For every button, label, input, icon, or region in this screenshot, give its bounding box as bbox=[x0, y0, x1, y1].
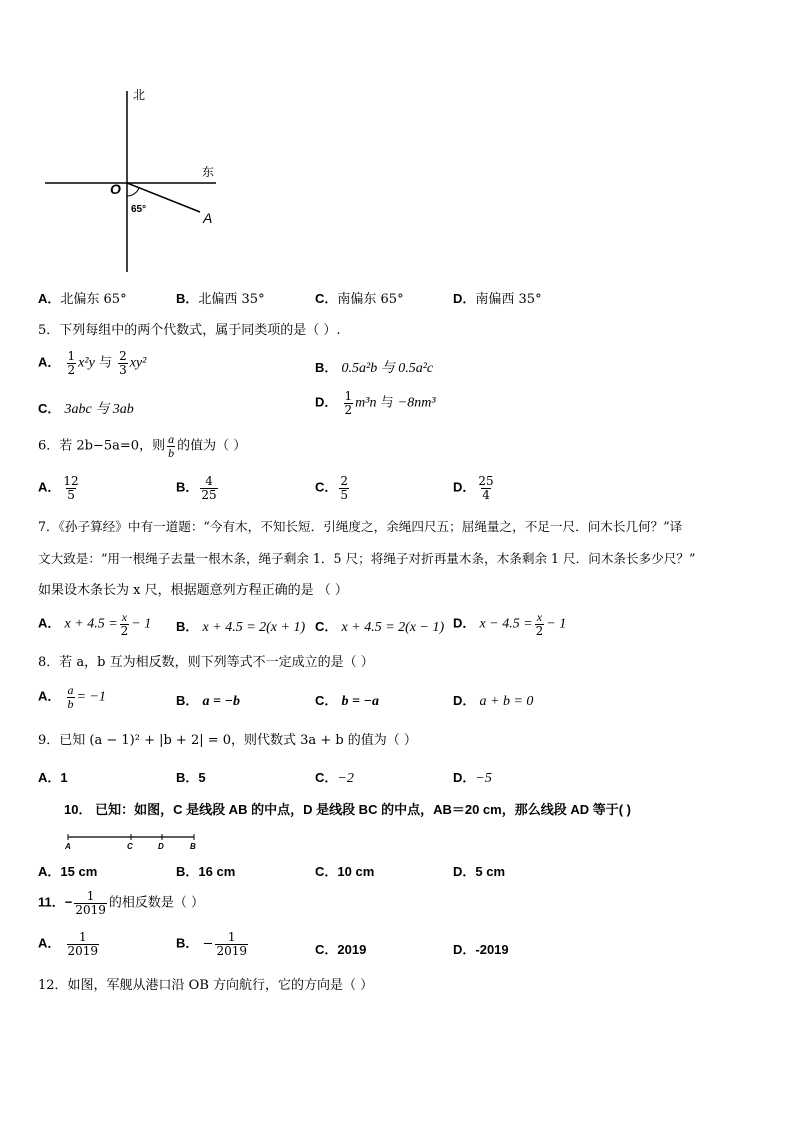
option-text: x + 4.5 = 2(x − 1) bbox=[341, 620, 445, 635]
q8-option-a[interactable]: A． $\frac{a}{b}$ = −1 bbox=[38, 683, 106, 711]
term: xy² bbox=[129, 355, 147, 371]
fraction: $\frac{1}{2019}$ bbox=[75, 889, 106, 917]
option-text: 0.5a²b 与 0.5a²c bbox=[341, 361, 434, 376]
q8-stem: 8．若 a，b 互为相反数，则下列等式不一定成立的是（ ） bbox=[38, 655, 374, 670]
option-text: 16 cm bbox=[198, 864, 236, 879]
q10-option-b[interactable] bbox=[176, 865, 235, 878]
option-label: D． bbox=[453, 693, 476, 708]
option-label: C． bbox=[315, 770, 338, 785]
q7-line3: 如果设木条长为 x 尺，根据题意列方程正确的是 （ ） bbox=[38, 583, 348, 598]
option-label: D． bbox=[453, 479, 476, 495]
option-label: B． bbox=[176, 935, 199, 951]
option-label: D． bbox=[453, 942, 476, 957]
term: −8nm³ bbox=[397, 395, 436, 411]
fraction: $\frac{1}{2019}$ bbox=[216, 930, 247, 958]
option-label: A． bbox=[38, 291, 61, 306]
q6-option-a[interactable] bbox=[38, 475, 82, 501]
option-text: 1 bbox=[60, 770, 68, 785]
option-label: D． bbox=[315, 394, 338, 410]
q8-option-b[interactable] bbox=[176, 694, 240, 709]
q4-option-b[interactable] bbox=[176, 292, 265, 306]
q10-option-d[interactable] bbox=[453, 865, 505, 878]
q11-option-d[interactable] bbox=[453, 943, 509, 956]
q5-option-b[interactable] bbox=[315, 361, 433, 376]
option-text: -2019 bbox=[475, 942, 509, 957]
option-label: B． bbox=[176, 619, 199, 634]
q5-option-a[interactable] bbox=[38, 350, 146, 376]
option-text: 北偏西 35° bbox=[198, 292, 265, 307]
option-label: B． bbox=[176, 864, 199, 879]
option-label: C． bbox=[315, 693, 338, 708]
option-text: 南偏西 35° bbox=[475, 292, 542, 307]
q10-option-c[interactable] bbox=[315, 865, 374, 878]
term: m³n bbox=[355, 395, 377, 411]
q6-option-d[interactable] bbox=[453, 475, 497, 501]
q11-option-a[interactable] bbox=[38, 931, 101, 957]
point-a: A bbox=[65, 842, 71, 851]
fraction: $\frac{1}{2019}$ bbox=[67, 930, 99, 958]
option-label: A． bbox=[38, 935, 61, 951]
east-label: 东 bbox=[202, 165, 215, 179]
option-text: 10 cm bbox=[337, 864, 375, 879]
q7-line2: 文大致是：“用一根绳子去量一根木条，绳子剩余 1．5 尺；将绳子对折再量木条，木条剩余 1 尺．问木条长多少尺？” bbox=[38, 551, 696, 566]
option-text: 15 cm bbox=[60, 864, 98, 879]
yu-text: 与 bbox=[380, 395, 394, 411]
compass-figure bbox=[40, 86, 230, 276]
q9-option-a[interactable] bbox=[38, 771, 68, 785]
fraction: $\frac{4}{25}$ bbox=[201, 474, 217, 502]
q12-stem: 12．如图，军舰从港口沿 OB 方向航行，它的方向是（ ） bbox=[38, 978, 374, 993]
option-text: 2019 bbox=[337, 942, 367, 957]
q4-option-a[interactable] bbox=[38, 292, 127, 306]
option-label: C． bbox=[315, 291, 338, 306]
origin-label: O bbox=[110, 181, 121, 197]
q7-option-b[interactable] bbox=[176, 620, 305, 635]
option-label: C． bbox=[315, 619, 338, 634]
point-b: B bbox=[190, 842, 196, 851]
fraction: $\frac{x}{2}$ bbox=[120, 610, 129, 638]
q5-stem: 5．下列每组中的两个代数式，属于同类项的是（ ）. bbox=[38, 323, 341, 338]
option-label: D． bbox=[453, 864, 476, 879]
segment-figure bbox=[64, 831, 204, 851]
option-text: 北偏东 65° bbox=[60, 292, 127, 307]
option-label: D． bbox=[453, 770, 476, 785]
q8-option-d[interactable] bbox=[453, 694, 533, 709]
option-label: B． bbox=[176, 770, 199, 785]
q10-option-a[interactable] bbox=[38, 865, 97, 878]
point-d: D bbox=[158, 842, 164, 851]
option-text: 5 bbox=[198, 770, 206, 785]
q5-option-d[interactable] bbox=[315, 390, 436, 416]
q9-option-c[interactable] bbox=[315, 771, 354, 786]
fraction: $\frac{x}{2}$ bbox=[535, 610, 544, 638]
option-label: C． bbox=[315, 942, 338, 957]
option-label: C． bbox=[38, 401, 61, 416]
q6-option-b[interactable] bbox=[176, 475, 220, 501]
fraction: $\frac{2}{3}$ bbox=[119, 349, 127, 377]
fraction: $\frac{1}{2}$ bbox=[67, 349, 76, 377]
option-label: A． bbox=[38, 688, 61, 704]
angle-label: 65° bbox=[131, 204, 147, 215]
q4-option-c[interactable] bbox=[315, 292, 404, 306]
option-label: C． bbox=[315, 479, 338, 495]
option-label: A． bbox=[38, 479, 61, 495]
option-label: B． bbox=[315, 360, 338, 375]
fraction: $\frac{a}{b}$ bbox=[67, 683, 74, 711]
option-label: D． bbox=[453, 291, 476, 306]
option-label: B． bbox=[176, 479, 199, 495]
option-text: 3abc 与 3ab bbox=[64, 402, 134, 417]
yu-text: 与 bbox=[98, 355, 112, 371]
option-label: D． bbox=[453, 615, 476, 631]
fraction: $\frac{1}{2}$ bbox=[344, 389, 353, 417]
q8-option-c[interactable] bbox=[315, 694, 379, 709]
fraction: $\frac{12}{5}$ bbox=[63, 474, 79, 502]
q9-option-b[interactable] bbox=[176, 771, 206, 785]
option-label: B． bbox=[176, 693, 199, 708]
q4-option-d[interactable] bbox=[453, 292, 542, 306]
fraction: $\frac{25}{4}$ bbox=[478, 474, 494, 502]
q7-line1: 7．《孙子算经》中有一道题：“今有木，不知长短．引绳度之，余绳四尺五；屈绳量之，不足一尺．问木长几何？”译 bbox=[38, 519, 683, 534]
option-text: a = −b bbox=[202, 694, 240, 709]
option-text: x + 4.5 = 2(x + 1) bbox=[202, 620, 306, 635]
q7-option-a[interactable]: A． x + 4.5 = $\frac{x}{2}$ − 1 bbox=[38, 610, 152, 638]
q5-option-c[interactable] bbox=[38, 402, 134, 417]
fraction: $\frac{2}{5}$ bbox=[340, 474, 349, 502]
q11-option-c[interactable] bbox=[315, 943, 366, 956]
option-text: 5 cm bbox=[475, 864, 506, 879]
q9-stem: 9．已知 (a − 1)² + |b + 2| = 0，则代数式 3a + b 的值为（ ） bbox=[38, 733, 417, 748]
option-label: C． bbox=[315, 864, 338, 879]
option-text: −2 bbox=[337, 771, 354, 786]
q11-option-b[interactable]: B． − $\frac{1}{2019}$ bbox=[176, 930, 247, 958]
option-text: a + b = 0 bbox=[479, 694, 534, 709]
option-label: A． bbox=[38, 864, 61, 879]
q6-stem: 6．若 2b−5a=0，则 $\frac{a}{b}$ 的值为（ ） bbox=[38, 432, 247, 460]
option-label: A． bbox=[38, 354, 61, 370]
q7-option-c[interactable] bbox=[315, 620, 444, 635]
option-text: 南偏东 65° bbox=[337, 292, 404, 307]
q11-stem: 11．− $\frac{1}{2019}$ 的相反数是（ ） bbox=[38, 889, 205, 917]
option-text: −5 bbox=[475, 771, 492, 786]
q6-option-c[interactable] bbox=[315, 475, 351, 501]
option-label: A． bbox=[38, 770, 61, 785]
term: x²y bbox=[78, 355, 95, 371]
q7-option-d[interactable]: D． x − 4.5 = $\frac{x}{2}$ − 1 bbox=[453, 610, 567, 638]
option-label: A． bbox=[38, 615, 61, 631]
angle-arc bbox=[127, 188, 139, 196]
q10-stem: 10． 已知：如图，C 是线段 AB 的中点，D 是线段 BC 的中点，AB＝20 cm，那么线段 AD 等于( ) bbox=[64, 802, 631, 817]
point-a-label: A bbox=[203, 210, 213, 226]
option-text: b = −a bbox=[341, 694, 379, 709]
option-label: B． bbox=[176, 291, 199, 306]
fraction: $\frac{a}{b}$ bbox=[168, 432, 175, 460]
q9-option-d[interactable] bbox=[453, 771, 492, 786]
north-label: 北 bbox=[133, 88, 146, 102]
point-c: C bbox=[127, 842, 133, 851]
